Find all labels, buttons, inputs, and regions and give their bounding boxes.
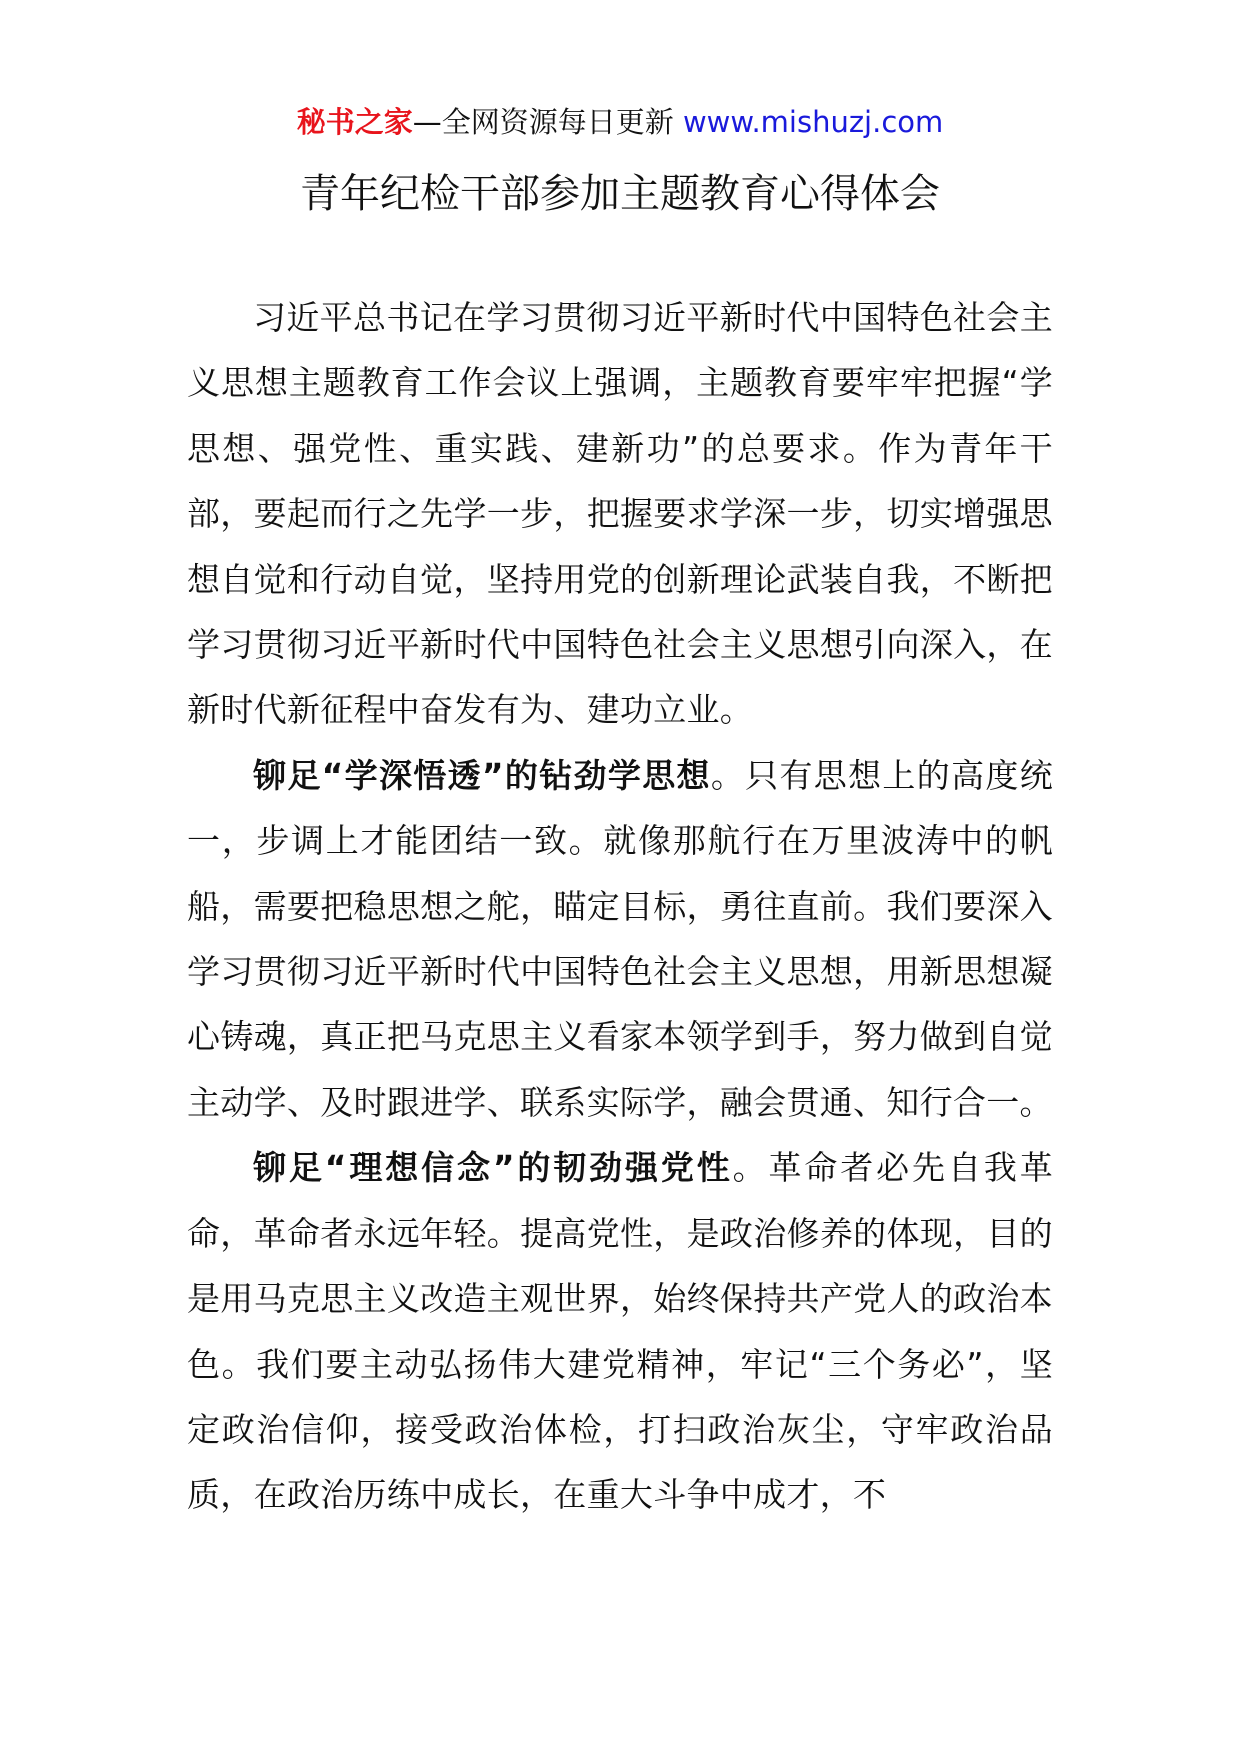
paragraph-party-spirit [187, 1135, 1053, 1527]
paragraph-intro [187, 285, 1053, 743]
site-header [0, 100, 1240, 144]
paragraph-text: 习近平总书记在学习贯彻习近平新时代中国特色社会主义思想主题教育工作会议上强调，主题教育要牢牢把握“学思想、强党性、重实践、建新功”的总要求。作为青年干部，要起而行之先学一步，把握要求学深一步，切实增强思想自觉和行动自觉，坚持用党的创新理论武装自我，不断把学习贯彻习近平新时代中国特色社会主义思想引向深入，在新时代新征程中奋发有为、建功立业。 [187, 298, 1053, 730]
header-tagline: —全网资源每日更新 [412, 105, 674, 139]
paragraph-lead: 铆足“理想信念”的韧劲强党性 [253, 1148, 733, 1188]
paragraph-lead: 铆足“学深悟透”的钻劲学思想 [253, 755, 711, 795]
document-body [187, 285, 1053, 1528]
document-title: 青年纪检干部参加主题教育心得体会 [300, 171, 940, 217]
paragraph-text: 。革命者必先自我革命，革命者永远年轻。提高党性，是政治修养的体现，目的是用马克思主义改造主观世界，始终保持共产党人的政治本色。我们要主动弘扬伟大建党精神，牢记“三个务必”，坚定政治信仰，接受政治体检，打扫政治灰尘，守牢政治品质，在政治历练中成长，在重大斗争中成才，不 [187, 1148, 1053, 1515]
paragraph-text: 。只有思想上的高度统一，步调上才能团结一致。就像那航行在万里波涛中的帆船，需要把稳思想之舵，瞄定目标，勇往直前。我们要深入学习贯彻习近平新时代中国特色社会主义思想，用新思想凝心铸魂，真正把马克思主义看家本领学到手，努力做到自觉主动学、及时跟进学、联系实际学，融会贯通、知行合一。 [187, 755, 1054, 1122]
site-url-link[interactable]: www.mishuzj.com [682, 105, 944, 139]
paragraph-study-thought [187, 743, 1053, 1135]
brand-name: 秘书之家 [296, 105, 413, 139]
